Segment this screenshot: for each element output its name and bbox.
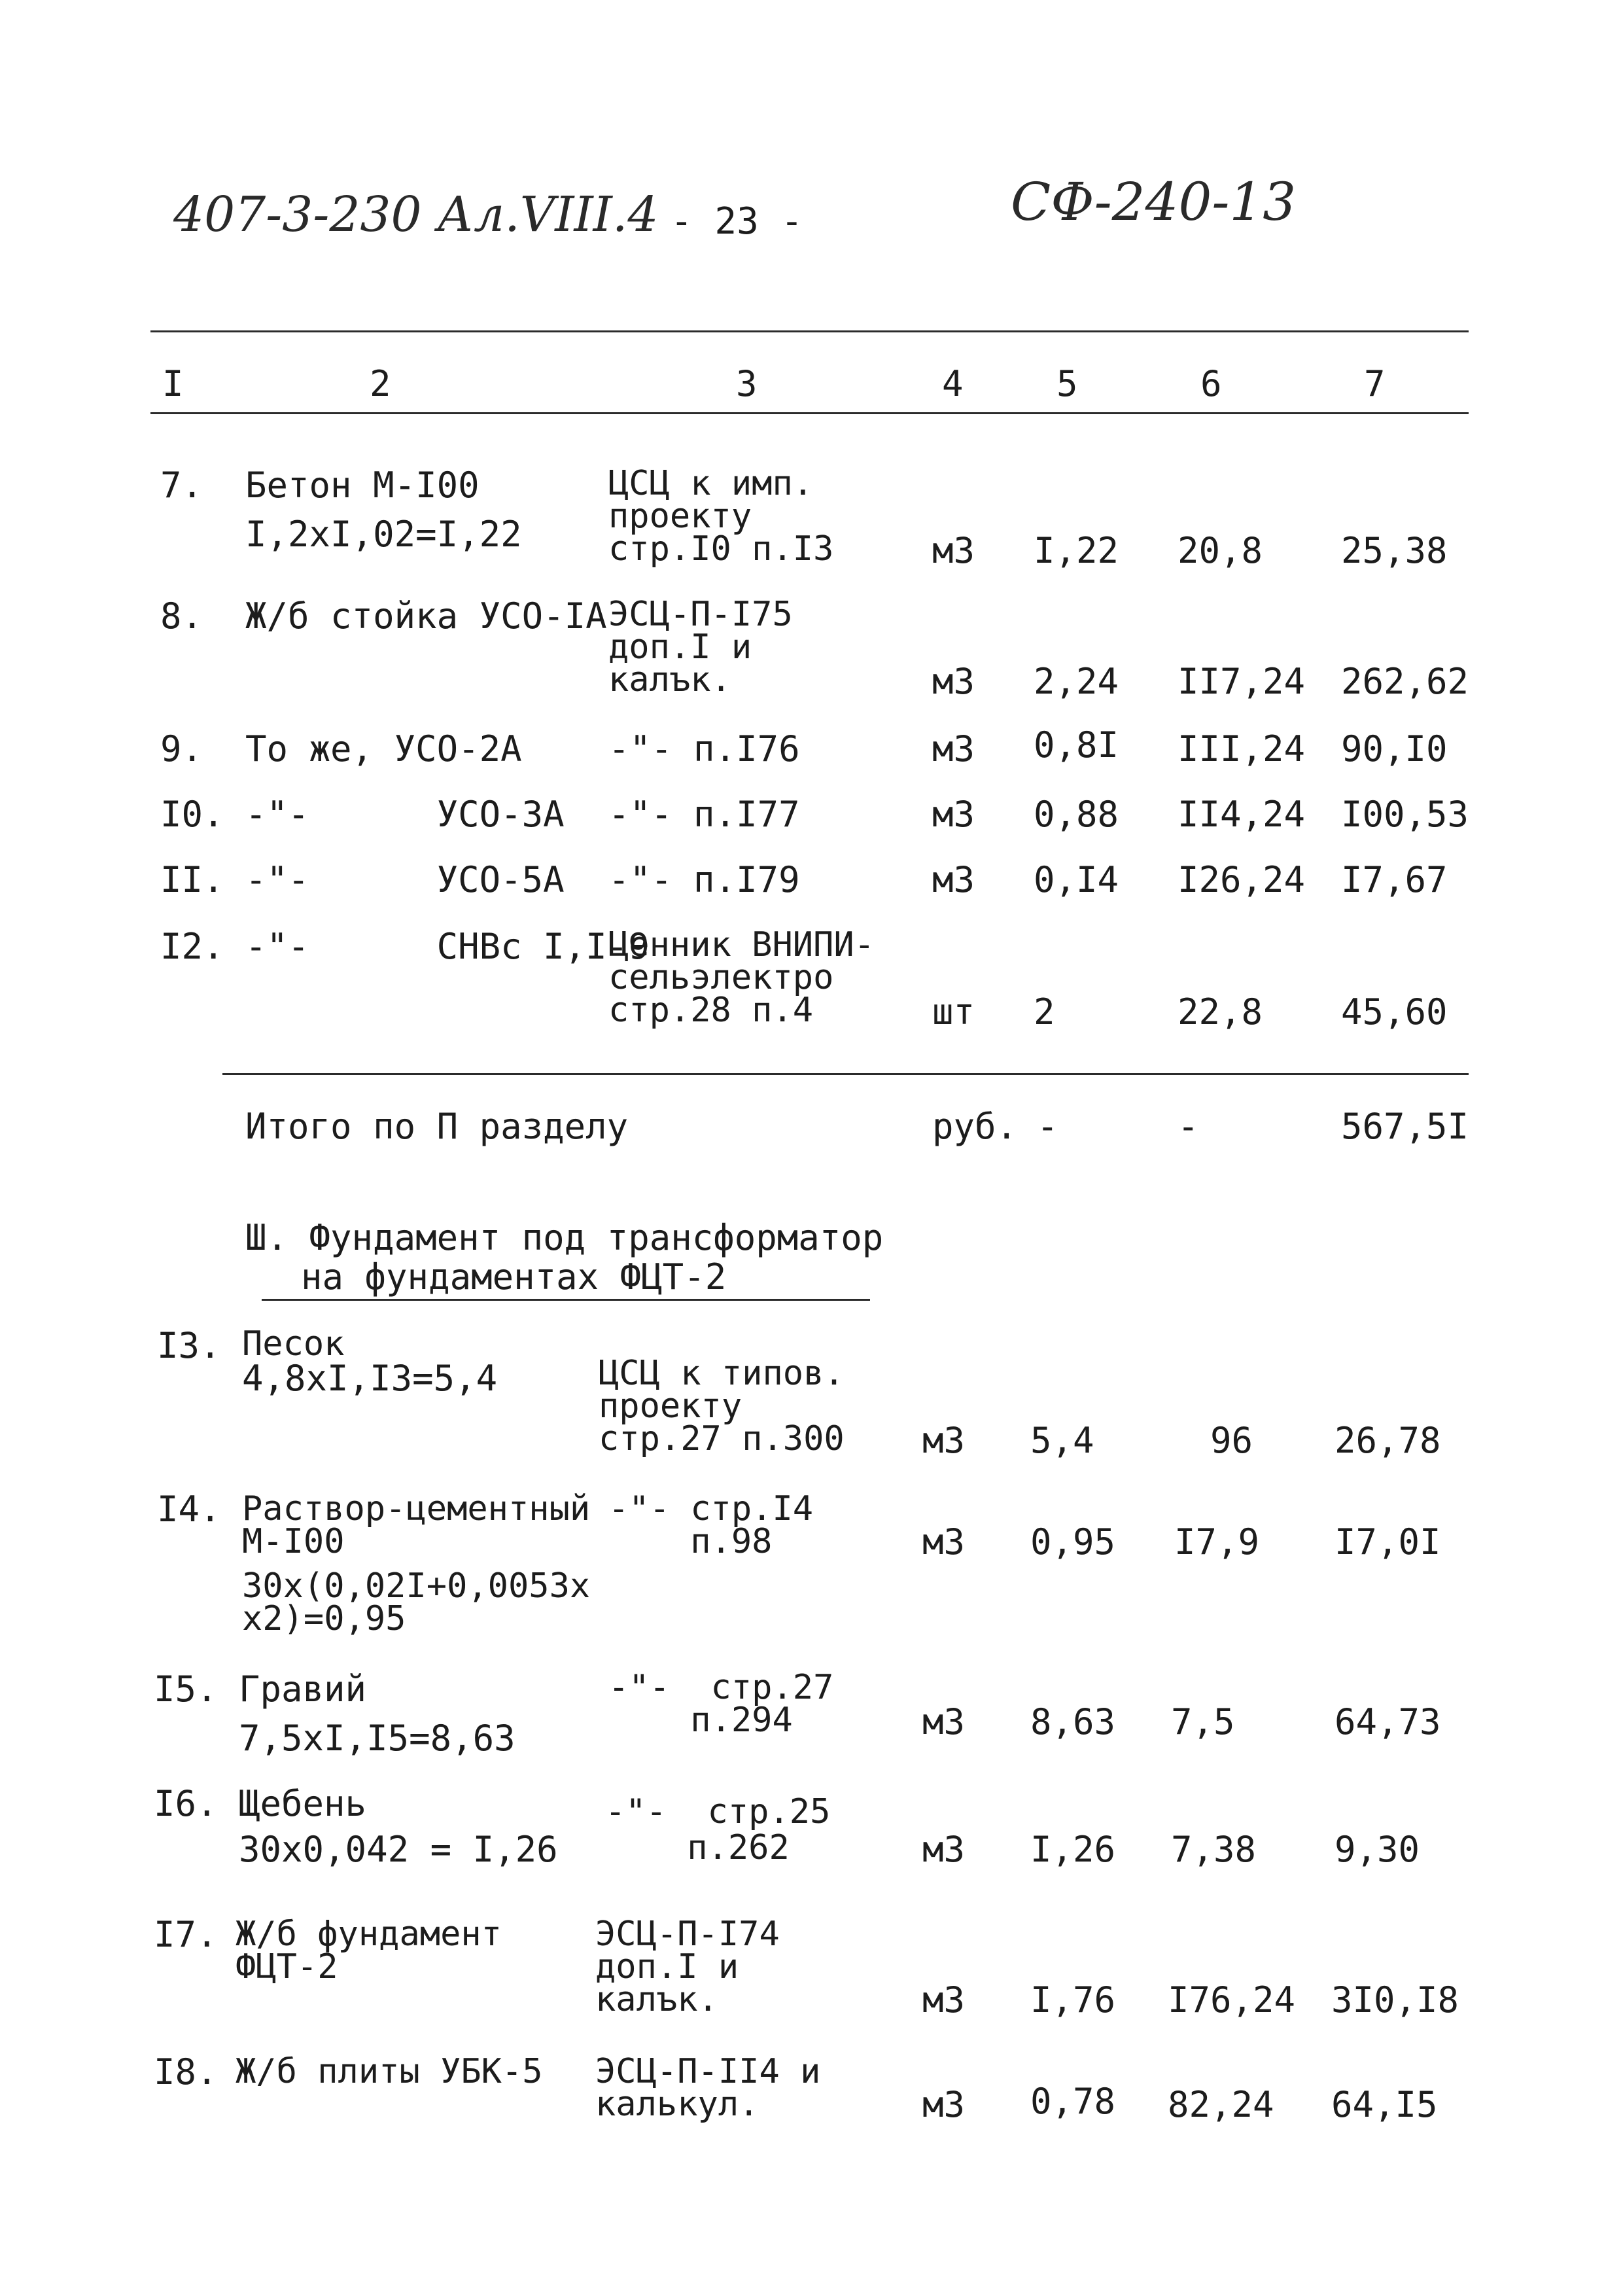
item-price: II7,24	[1178, 661, 1306, 702]
item-source: доп.I и	[608, 627, 752, 667]
item-price: 82,24	[1168, 2084, 1274, 2125]
subtotal-quantity: -	[1037, 1106, 1058, 1147]
item-name: Щебень	[239, 1783, 367, 1824]
series-code: СФ-240-13	[1011, 171, 1297, 232]
item-name: Ж/б стойка УСО-IА	[245, 595, 607, 637]
item-source: калькул.	[595, 2085, 759, 2124]
item-total: 90,I0	[1341, 728, 1448, 769]
item-total: 25,38	[1341, 530, 1448, 571]
item-unit: м3	[932, 794, 975, 835]
row-number: 9.	[160, 728, 203, 769]
item-formula: 4,8xI,I3=5,4	[242, 1358, 498, 1399]
item-quantity: 0,78	[1030, 2081, 1116, 2122]
item-source: -"- стр.27	[608, 1668, 834, 1707]
item-quantity: 5,4	[1030, 1420, 1094, 1461]
item-source: доп.I и	[595, 1947, 739, 1987]
item-unit: м3	[922, 1420, 966, 1461]
item-quantity: 2	[1034, 991, 1055, 1033]
item-unit: м3	[922, 2084, 966, 2125]
row-number: I0.	[160, 794, 224, 835]
column-header-6: 6	[1200, 363, 1222, 404]
item-formula: 7,5xI,I5=8,63	[239, 1718, 515, 1759]
item-unit: м3	[932, 661, 975, 702]
item-price: 20,8	[1178, 530, 1263, 571]
item-source: стр.I0 п.I3	[608, 529, 834, 569]
item-name: -"- УСО-3А	[245, 794, 565, 835]
item-source: -"- стр.25	[605, 1792, 831, 1831]
item-formula: 30x(0,02I+0,0053x	[242, 1566, 591, 1606]
header-rule-bottom	[150, 412, 1469, 414]
item-name: Ж/б плиты УБК-5	[236, 2052, 543, 2091]
item-unit: м3	[922, 1979, 966, 2021]
item-price: III,24	[1178, 728, 1306, 769]
item-unit: м3	[932, 530, 975, 571]
item-total: 64,73	[1335, 1701, 1441, 1742]
item-total: 26,78	[1335, 1420, 1441, 1461]
item-formula: I,2xI,02=I,22	[245, 514, 522, 555]
subtotal-unit: руб.	[932, 1106, 1018, 1147]
item-quantity: I,76	[1030, 1979, 1116, 2021]
item-total: 9,30	[1335, 1829, 1420, 1870]
row-number: I2.	[160, 926, 224, 967]
item-name: М-I00	[242, 1522, 345, 1561]
column-header-5: 5	[1056, 363, 1078, 404]
header-rule-top	[150, 330, 1469, 332]
item-source: ЭСЦ-П-I75	[608, 595, 793, 634]
item-total: I7,67	[1341, 859, 1448, 900]
item-quantity: I,26	[1030, 1829, 1116, 1870]
page-number: - 23 -	[671, 200, 803, 243]
subtotal-total: 567,5I	[1341, 1106, 1469, 1147]
item-price: 96	[1210, 1420, 1253, 1461]
item-quantity: 0,88	[1034, 794, 1119, 835]
item-source: -"- п.I77	[608, 794, 800, 835]
row-number: I5.	[154, 1669, 218, 1710]
item-name: -"- УСО-5А	[245, 859, 565, 900]
item-name: -"- СНВс I,I-9	[245, 926, 650, 967]
item-quantity: 0,I4	[1034, 859, 1119, 900]
document-code: 407-3-230 Ал.VIII.4	[173, 186, 659, 243]
row-number: II.	[160, 859, 224, 900]
subtotal-label: Итого по П разделу	[245, 1106, 629, 1147]
item-total: 3I0,I8	[1331, 1979, 1459, 2021]
item-source: -"- стр.I4	[608, 1489, 814, 1528]
section-underline	[262, 1299, 870, 1301]
item-quantity: 0,8I	[1034, 724, 1119, 766]
item-source: п.294	[608, 1701, 793, 1740]
subtotal-price: -	[1178, 1106, 1199, 1147]
item-unit: м3	[932, 859, 975, 900]
row-number: I3.	[157, 1325, 221, 1366]
item-price: II4,24	[1178, 794, 1306, 835]
section-heading: Ш. Фундамент под трансформатор	[245, 1217, 884, 1258]
item-source: ЭСЦ-П-II4 и	[595, 2052, 821, 2091]
item-source: калък.	[595, 1980, 718, 2019]
column-header-2: 2	[370, 363, 391, 404]
item-source: проекту	[608, 497, 752, 536]
item-quantity: 2,24	[1034, 661, 1119, 702]
item-price: I26,24	[1178, 859, 1306, 900]
column-header-3: 3	[736, 363, 758, 404]
column-header-4: 4	[942, 363, 964, 404]
item-source: п.98	[608, 1522, 773, 1561]
item-formula: x2)=0,95	[242, 1599, 406, 1638]
item-source: проекту	[599, 1386, 742, 1426]
item-unit: шт	[932, 991, 975, 1033]
item-source: ЭСЦ-П-I74	[595, 1915, 780, 1954]
item-name: Раствор-цементный	[242, 1489, 591, 1528]
item-price: 7,38	[1171, 1829, 1257, 1870]
row-number: 7.	[160, 465, 203, 506]
item-source: Ценник ВНИПИ-	[608, 925, 875, 964]
item-formula: 30x0,042 = I,26	[239, 1829, 558, 1870]
item-unit: м3	[922, 1829, 966, 1870]
row-number: I8.	[154, 2051, 218, 2093]
item-name: То же, УСО-2А	[245, 728, 522, 769]
item-unit: м3	[922, 1701, 966, 1742]
item-source: калък.	[608, 660, 731, 699]
item-name: ФЦТ-2	[236, 1947, 338, 1987]
item-total: 45,60	[1341, 991, 1448, 1033]
item-unit: м3	[932, 728, 975, 769]
item-source: п.262	[605, 1828, 790, 1867]
column-header-1: I	[162, 363, 184, 404]
item-price: 22,8	[1178, 991, 1263, 1033]
item-name: Бетон М-I00	[245, 465, 480, 506]
item-name: Ж/б фундамент	[236, 1915, 502, 1954]
item-total: 262,62	[1341, 661, 1469, 702]
subtotal-rule	[222, 1073, 1469, 1075]
item-source: сельэлектро	[608, 958, 834, 997]
item-total: I7,0I	[1335, 1521, 1441, 1563]
row-number: I4.	[157, 1489, 221, 1530]
item-name: Гравий	[239, 1669, 367, 1710]
item-source: -"- п.I79	[608, 859, 800, 900]
item-total: 64,I5	[1331, 2084, 1438, 2125]
item-quantity: 8,63	[1030, 1701, 1116, 1742]
item-source: стр.28 п.4	[608, 991, 814, 1030]
column-header-7: 7	[1364, 363, 1386, 404]
row-number: 8.	[160, 595, 203, 637]
item-source: ЦСЦ к имп.	[608, 464, 814, 503]
item-source: ЦСЦ к типов.	[599, 1354, 845, 1393]
item-quantity: I,22	[1034, 530, 1119, 571]
row-number: I7.	[154, 1914, 218, 1955]
item-price: I76,24	[1168, 1979, 1296, 2021]
item-name: Песок	[242, 1324, 345, 1364]
item-unit: м3	[922, 1521, 966, 1563]
item-price: 7,5	[1171, 1701, 1235, 1742]
item-source: -"- п.I76	[608, 728, 800, 769]
row-number: I6.	[154, 1783, 218, 1824]
item-total: I00,53	[1341, 794, 1469, 835]
item-price: I7,9	[1174, 1521, 1260, 1563]
section-subheading: на фундаментах ФЦТ-2	[301, 1256, 727, 1298]
item-source: стр.27 п.300	[599, 1419, 845, 1458]
item-quantity: 0,95	[1030, 1521, 1116, 1563]
